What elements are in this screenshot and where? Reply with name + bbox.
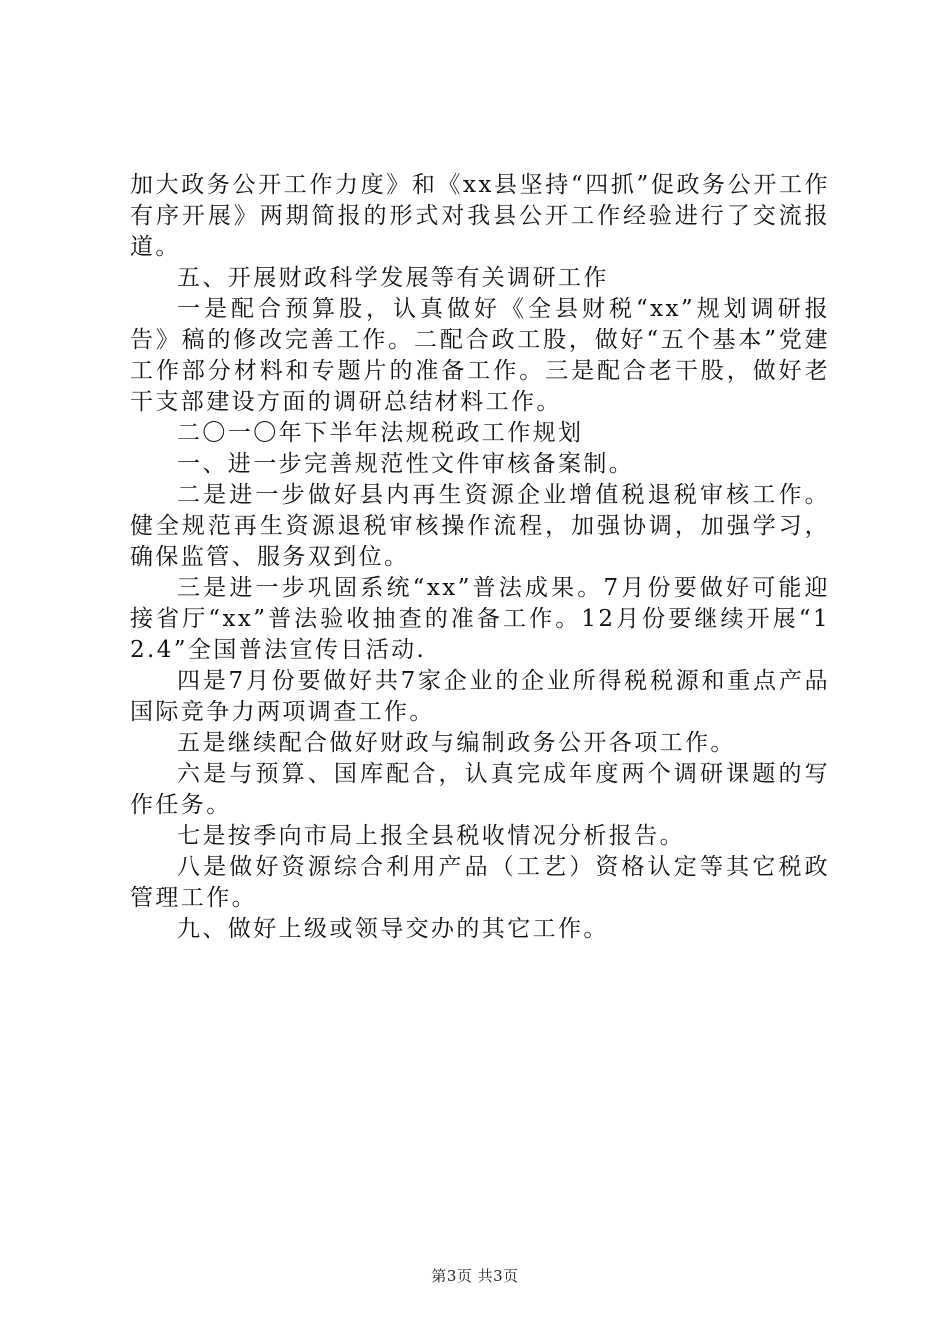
- paragraph-2: 五、开展财政科学发展等有关调研工作: [177, 265, 609, 291]
- paragraph-4: 二〇一〇年下半年法规税政工作规划: [177, 420, 584, 446]
- paragraph-7: 三是进一步巩固系统“xx”普法成果。7月份要做好可能迎接省厅“xx”普法验收抽查的准备工作。12月份要继续开展“12.4”全国普法宣传日活动.: [130, 575, 830, 663]
- paragraph-1: 加大政务公开工作力度》和《xx县坚持“四抓”促政务公开工作有序开展》两期简报的形式对我县公开工作经验进行了交流报道。: [130, 172, 830, 260]
- page-footer: 第3页 共3页: [431, 1267, 519, 1285]
- paragraph-9: 五是继续配合做好财政与编制政务公开各项工作。: [177, 730, 736, 756]
- paragraph-13: 九、做好上级或领导交办的其它工作。: [177, 916, 609, 942]
- paragraph-10: 六是与预算、国库配合，认真完成年度两个调研课题的写作任务。: [130, 761, 830, 818]
- paragraph-11: 七是按季向市局上报全县税收情况分析报告。: [177, 823, 685, 849]
- paragraph-3: 一是配合预算股，认真做好《全县财税“xx”规划调研报告》稿的修改完善工作。二配合政工股，做好“五个基本”党建工作部分材料和专题片的准备工作。三是配合老干股，做好老干支部建设方面的调研总结材料工作。: [130, 296, 830, 415]
- paragraph-5: 一、进一步完善规范性文件审核备案制。: [177, 451, 635, 477]
- paragraph-8: 四是7月份要做好共7家企业的企业所得税税源和重点产品国际竞争力两项调查工作。: [130, 668, 830, 725]
- document-body: [130, 170, 830, 945]
- paragraph-6: 二是进一步做好县内再生资源企业增值税退税审核工作。健全规范再生资源退税审核操作流程，加强协调，加强学习，确保监管、服务双到位。: [130, 482, 830, 570]
- paragraph-12: 八是做好资源综合利用产品（工艺）资格认定等其它税政管理工作。: [130, 854, 830, 911]
